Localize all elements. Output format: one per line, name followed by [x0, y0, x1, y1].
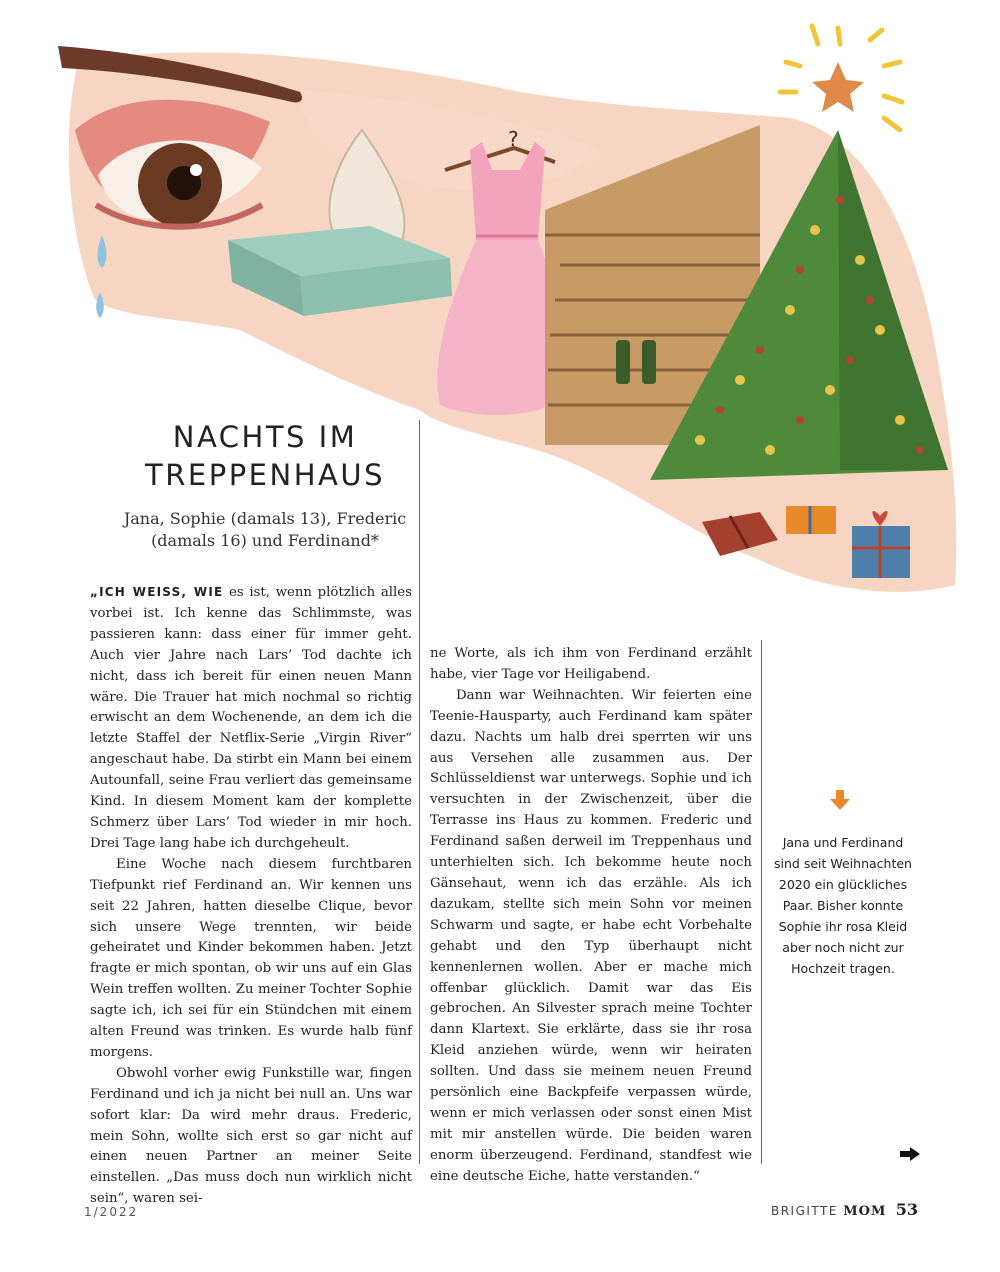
page-number: 53	[895, 1200, 918, 1219]
article-title	[100, 418, 430, 494]
arrow-down-icon	[830, 790, 850, 810]
continue-arrow-icon	[900, 1147, 920, 1161]
wine-bottle-2	[642, 340, 656, 384]
paragraph: Eine Woche nach diesem furchtbaren Tiefpunkt rief Ferdinand an. Wir kennen uns seit 22 Jahren, hatten dieselbe Clique, bevor sich unsere Wege trennten, wir beide geheiratet und Kinder bekommen haben. Jetzt fragte er mich spontan, ob wir uns auf ein Glas Wein treffen wollten. Zu meiner Tochter Sophie sagte ich, ich sei für ein Stündchen mit einem alten Freund was trinken. Es wurde halb fünf morgens.	[90, 856, 412, 1060]
column-divider-2	[761, 640, 762, 1164]
eye-glint	[190, 164, 202, 176]
issue-number: 1/2022	[84, 1205, 139, 1219]
paragraph: „ICH WEISS, WIE es ist, wenn plötzlich alles vorbei ist. Ich kenne das Schlimmste, was passieren kann: dass einer für immer geht. Auch vier Jahre nach Lars’ Tod dachte ich nicht, dass ich bereit für einen neuen Mann wäre. Die Trauer hat mich nochmal so richtig erwischt an dem Wochenende, an dem ich die letzte Staffel der Netflix-Serie „Virgin River“ angeschaut habe. Da stirbt ein Mann bei einem Autounfall, seine Frau verliert das gemeinsame Kind. In diesem Moment kam der komplette Schmerz über Lars’ Tod wieder in mir hoch. Drei Tage lang habe ich durchgeheult.	[90, 585, 412, 851]
subtitle-line-2: (damals 16) und Ferdinand*	[151, 531, 379, 550]
photo-caption: Jana und Ferdinand sind seit Weihnachten 2020 ein glückliches Paar. Bisher konnte Sophie ihr rosa Kleid aber noch nicht zur Hochzeit tragen.	[774, 835, 912, 976]
title-line-1: NACHTS IM	[172, 420, 358, 454]
subtitle-line-1: Jana, Sophie (damals 13), Frederic	[123, 509, 407, 528]
question-mark: ?	[508, 127, 519, 151]
column-divider-1	[419, 420, 420, 1164]
lead-in: „ICH WEISS, WIE	[90, 585, 224, 599]
article-subtitle	[100, 508, 430, 552]
magazine-name: BRIGITTE	[770, 1204, 838, 1218]
wine-bottle-1	[616, 340, 630, 384]
page-footer	[700, 1200, 918, 1219]
paragraph: ne Worte, als ich ihm von Ferdinand erzählt habe, vier Tage vor Heiligabend.	[430, 646, 752, 682]
paragraph: Dann war Weihnachten. Wir feierten eine Teenie-Hausparty, auch Ferdinand kam später dazu. Nachts um halb drei sperrten wir uns aus Versehen alle zusammen aus. Der Schlüsseldienst war unterwegs. Sophie und ich versuchten in der Zwischenzeit, über die Terrasse ins Haus zu kommen. Frederic und Ferdinand saßen derweil im Treppenhaus und unterhielten sich. Ich bekomme heute noch Gänsehaut, wenn ich das erzähle. Als ich dazukam, stellte sich mein Sohn vor meinen Schwarm und sagte, er habe echt Vorbehalte gehabt und den Typ überhaupt nicht kennenlernen wollen. Aber er mache mich offenbar glücklich. Damit war das Eis gebrochen. An Silvester sprach meine Tochter dann Klartext. Sie erklärte, dass sie ihr rosa Kleid anziehen würde, wenn wir heiraten sollten. Und dass sie meinem neuen Freund persönlich eine Backpfeife verpassen würde, wenn er mich verlassen oder sonst einen Mist mit mir anstellen würde. Die beiden waren enorm überzeugend. Ferdinand, standfest wie eine deutsche Eiche, hatte verstanden.“	[430, 687, 752, 1184]
gift-orange	[786, 506, 836, 534]
magazine-edition: MOM	[843, 1204, 887, 1219]
body-column-1	[90, 582, 412, 1210]
tree-star	[812, 62, 864, 112]
tree-shade	[838, 130, 948, 470]
title-line-2: TREPPENHAUS	[145, 458, 385, 492]
body-column-2	[430, 644, 752, 1188]
paragraph: Obwohl vorher ewig Funkstille war, fingen Ferdinand und ich ja nicht bei null an. Uns war sofort klar: Da wird mehr draus. Frederic, mein Sohn, wollte sich erst so gar nicht auf einen neuen Partner an meiner Seite einstellen. „Das muss doch nun wirklich nicht sein“, waren sei-	[90, 1065, 412, 1207]
